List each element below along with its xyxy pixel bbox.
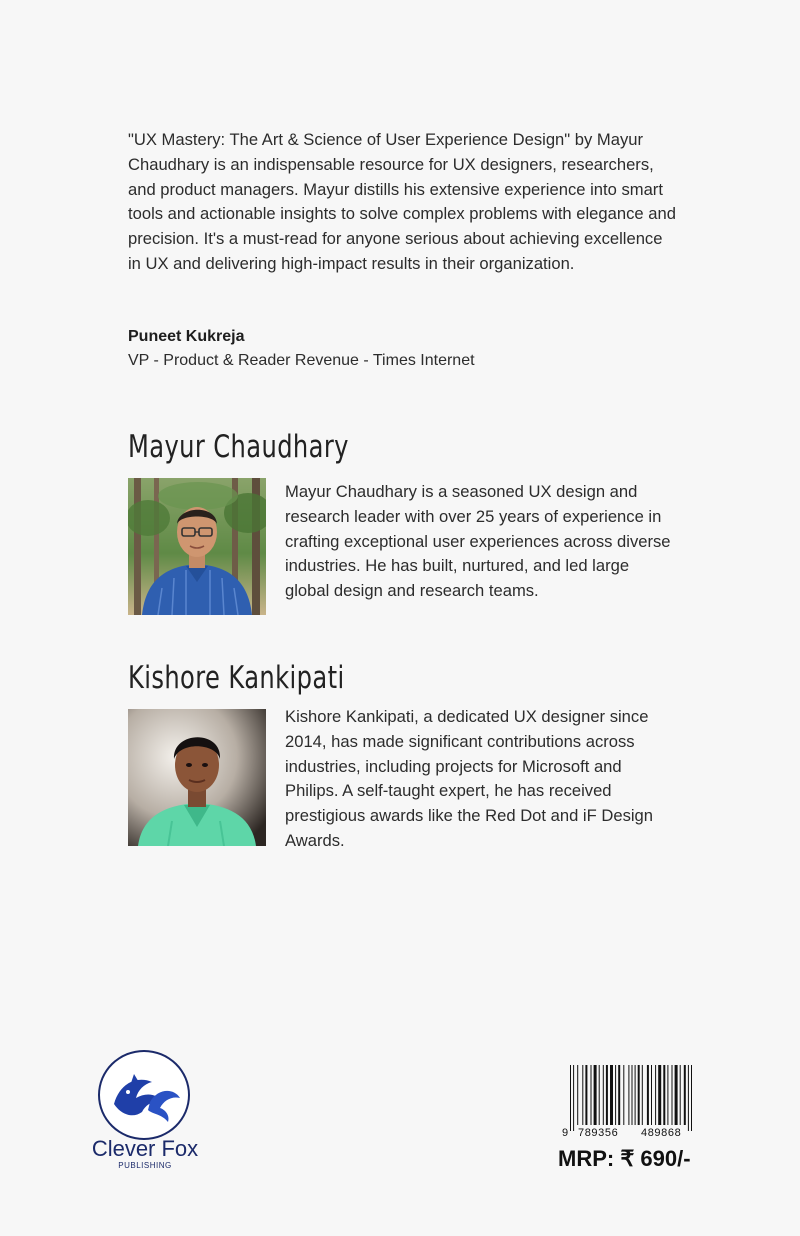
barcode-bar [618,1065,620,1125]
barcode-bar [638,1065,640,1125]
barcode-bar [570,1065,571,1131]
barcode-bar [655,1065,656,1125]
barcode-bar [606,1065,608,1125]
author-bio-kishore: Kishore Kankipati, a dedicated UX designer since 2014, has made significant contributions across industries, including projects for Microsoft and Philips. A self-taught expert, he has received prestigious awards like the Red Dot and iF Design Awards. [285,707,654,850]
barcode-bar [577,1065,578,1125]
endorsement-quote: "UX Mastery: The Art & Science of User Experience Design" by Mayur Chaudhary is an indispensable resource for UX designers, researchers, and product managers. Mayur distills his extensive experience into smart tools and actionable insights to solve complex problems with elegance and precision. It's a must-read for anyone serious about achieving excellence in UX and delivering high-impact results in their organization. [128,130,676,273]
barcode-bar [642,1065,643,1125]
barcode-bar [688,1065,689,1131]
publisher-name: Clever Fox [91,1136,199,1161]
publisher-logo [86,1050,204,1174]
barcode-lead-digit: 9 [562,1127,569,1139]
barcode-bar [658,1065,661,1125]
barcode-bar [680,1065,681,1125]
barcode-bar [603,1065,604,1125]
endorser-title: VP - Product & Reader Revenue - Times Internet [128,352,475,369]
publisher-tagline: PUBLISHING [118,1161,172,1170]
author-name-kishore: Kishore Kankipati [128,660,345,696]
barcode-bar [651,1065,652,1125]
author-photo-mayur [128,478,266,615]
barcode-bar [582,1065,583,1125]
barcode-bar [647,1065,649,1125]
barcode-bar [691,1065,692,1131]
barcode-bar [672,1065,673,1125]
barcode-bar [628,1065,629,1125]
barcode-right-digits: 489868 [641,1127,682,1139]
barcode-left-digits: 789356 [578,1127,619,1139]
barcode-bar [599,1065,600,1125]
barcode-bar [585,1065,587,1125]
endorser-name: Puneet Kukreja [128,328,245,345]
barcode-bar [675,1065,678,1125]
barcode-bar [684,1065,686,1125]
barcode-bar [663,1065,665,1125]
barcode-bar [635,1065,636,1125]
barcode-bar [610,1065,613,1125]
barcode-bar [591,1065,592,1125]
barcode-bar [573,1065,574,1131]
price-label: MRP: ₹ 690/- [558,1146,691,1171]
author-photo-kishore [128,709,266,846]
author-bio-mayur: Mayur Chaudhary is a seasoned UX design and research leader with over 25 years of experience in crafting exceptional user experiences across diverse industries. He has built, nurtured, and led large global design and research teams. [285,482,671,601]
fox-logo-icon [98,1050,190,1140]
barcode-bar [623,1065,624,1125]
author-name-mayur: Mayur Chaudhary [128,429,349,465]
barcode-bar [667,1065,668,1125]
barcode-bar [594,1065,597,1125]
barcode-bar [632,1065,633,1125]
barcode-bar [615,1065,616,1125]
